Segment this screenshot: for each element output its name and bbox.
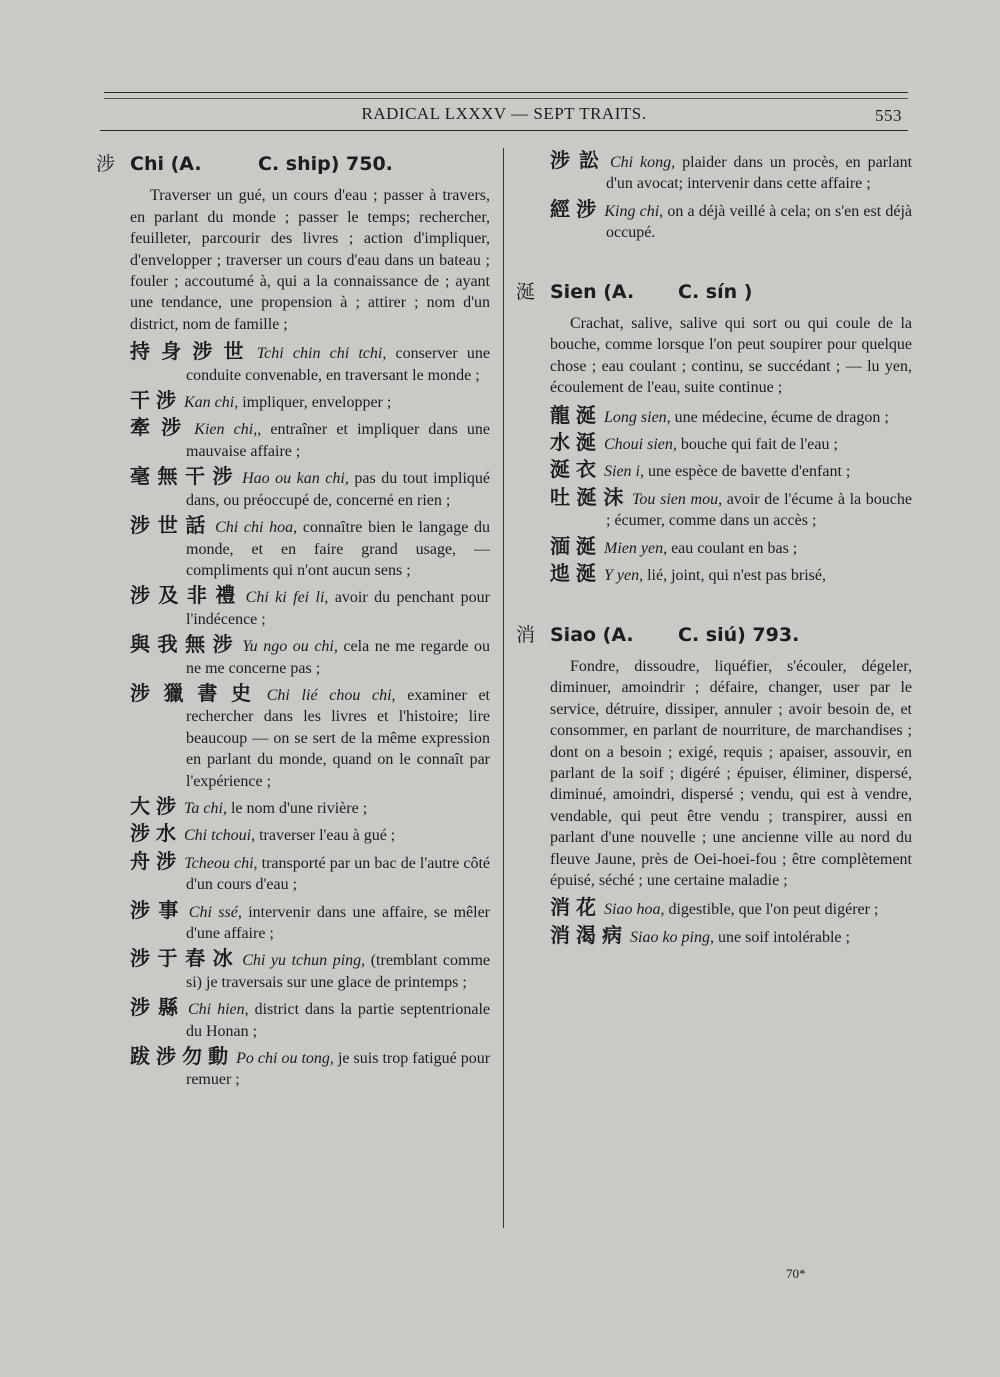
compound-romanization: Ta chi, bbox=[184, 799, 227, 817]
compound-entry bbox=[130, 1046, 490, 1091]
compound-gloss: plaider dans un procès, en parlant d'un avocat; intervenir dans cette affaire ; bbox=[606, 154, 913, 193]
compound-entry bbox=[130, 634, 490, 679]
compound-entry bbox=[550, 533, 912, 559]
compound-gloss: pas du tout impliqué dans, ou préoccupé de, concerné en rien ; bbox=[186, 470, 491, 509]
compound-romanization: Chi ssé, bbox=[188, 903, 242, 921]
compound-characters: 經涉 bbox=[550, 196, 603, 221]
compound-characters: 吐涎沫 bbox=[550, 484, 630, 509]
compound-list-continued bbox=[550, 150, 912, 244]
entry-definition: Traverser un gué, un cours d'eau ; passer à travers, en parlant du monde ; passer le temps; rechercher, feuilleter, parcourir des livres ; action d'impliquer, d'envelopper ; traverser un cours d'eau dans un bateau ; fouler ; accoutumé à, qui a la connaissance de ; ayant une tendance, une propension à ; attirer ; nom d'un district, nom de famille ; bbox=[130, 187, 490, 333]
compound-entry bbox=[130, 390, 490, 413]
compound-gloss: district dans la partie septentrionale du Honan ; bbox=[186, 1001, 491, 1040]
compound-characters: 涉事 bbox=[130, 897, 187, 922]
compound-gloss: examiner et rechercher dans les livres et l'histoire; lire beaucoup — on se sert de la même expression en parlant du monde, quand on le connaît par l'expérience ; bbox=[186, 686, 491, 790]
compound-romanization: Chi yu tchun ping, bbox=[242, 952, 366, 970]
compound-gloss: bouche qui fait de l'eau ; bbox=[676, 436, 838, 454]
compound-gloss: entraîner et impliquer dans une mauvaise affaire ; bbox=[186, 421, 490, 460]
compound-characters: 干涉 bbox=[130, 388, 182, 413]
compound-entry bbox=[550, 563, 912, 586]
left-column bbox=[96, 148, 491, 1095]
entry-heading-siao bbox=[516, 625, 912, 646]
compound-gloss: transporté par un bac de l'autre côté d'un cours d'eau ; bbox=[186, 854, 490, 894]
compound-entry bbox=[130, 997, 490, 1042]
compound-romanization: Choui sien, bbox=[604, 436, 677, 454]
head-romanization: Siao (A. bbox=[550, 623, 634, 646]
header-rule-bottom bbox=[100, 130, 908, 131]
compound-characters: 與我無涉 bbox=[130, 632, 241, 657]
compound-list bbox=[550, 897, 912, 948]
head-romanization: Sien (A. bbox=[550, 280, 635, 303]
compound-characters: 舟涉 bbox=[130, 848, 183, 873]
column-divider bbox=[503, 148, 504, 1228]
compound-gloss: conserver une conduite convenable, en traversant le monde ; bbox=[186, 345, 490, 384]
compound-romanization: Siao hoa, bbox=[604, 901, 665, 919]
head-character: 涉 bbox=[96, 153, 116, 175]
compound-gloss: eau coulant en bas ; bbox=[667, 539, 798, 557]
compound-characters: 跋涉勿動 bbox=[130, 1044, 235, 1069]
entry-definition: Crachat, salive, salive qui sort ou qui coule de la bouche, comme lorsque l'on peut soupirer pour quelque chose ; eau coulant ; continu, se succédant ; — lu yen, écoulement de l'eau, suite continue ; bbox=[550, 315, 912, 397]
compound-characters: 持身涉世 bbox=[130, 339, 255, 364]
compound-entry bbox=[130, 515, 490, 581]
compound-entry bbox=[550, 922, 912, 948]
compound-romanization: Tcheou chi, bbox=[184, 854, 258, 872]
compound-entry bbox=[130, 848, 490, 896]
compound-romanization: Chi kong, bbox=[609, 154, 676, 171]
compound-entry bbox=[130, 341, 490, 386]
compound-entry bbox=[130, 417, 490, 462]
compound-gloss: intervenir dans une affaire, se mêler d'une affaire ; bbox=[186, 903, 490, 942]
compound-list bbox=[130, 341, 490, 1091]
head-character: 涎 bbox=[516, 280, 536, 303]
compound-list bbox=[550, 402, 912, 587]
compound-romanization: Chi ki fei li, bbox=[245, 589, 329, 607]
compound-characters: 湎涎 bbox=[550, 533, 602, 558]
compound-entry bbox=[130, 680, 491, 792]
compound-gloss: une soif intolérable ; bbox=[714, 928, 850, 946]
compound-characters: 涉獵書史 bbox=[130, 680, 265, 705]
head-cantonese: C. sín ) bbox=[678, 280, 753, 303]
running-title: RADICAL LXXXV — SEPT TRAITS. bbox=[361, 104, 647, 123]
compound-entry bbox=[550, 402, 912, 428]
entry-heading-sien bbox=[516, 282, 912, 303]
compound-entry bbox=[550, 432, 912, 455]
page-number: 553 bbox=[875, 106, 902, 125]
compound-romanization: Po chi ou tong, bbox=[236, 1050, 334, 1068]
compound-gloss: digestible, que l'on peut digérer ; bbox=[664, 901, 879, 919]
compound-characters: 毫無干涉 bbox=[130, 464, 241, 489]
compound-gloss: lié, joint, qui n'est pas brisé, bbox=[643, 567, 826, 585]
compound-romanization: Tou sien mou, bbox=[632, 490, 723, 508]
entry-heading-chi bbox=[96, 154, 490, 175]
compound-gloss: traverser l'eau à gué ; bbox=[255, 827, 396, 845]
head-cantonese: C. ship) 750. bbox=[258, 153, 393, 175]
compound-entry bbox=[130, 948, 490, 993]
compound-characters: 大涉 bbox=[130, 793, 182, 818]
compound-gloss: le nom d'une rivière ; bbox=[226, 799, 368, 817]
compound-romanization: Kien chi,, bbox=[194, 421, 262, 439]
compound-entry bbox=[550, 459, 912, 482]
compound-romanization: Chi chi hoa, bbox=[215, 519, 298, 537]
compound-romanization: Yu ngo ou chi, bbox=[242, 638, 338, 656]
compound-gloss: avoir du penchant pour l'indécence ; bbox=[186, 589, 491, 628]
compound-gloss: (tremblant comme si) je traversais sur une glace de printemps ; bbox=[186, 952, 491, 991]
compound-romanization: Long sien, bbox=[604, 408, 671, 426]
compound-romanization: Kan chi, bbox=[184, 394, 239, 412]
compound-gloss: une espèce de bavette d'enfant ; bbox=[644, 463, 851, 481]
compound-characters: 迆涎 bbox=[550, 561, 602, 586]
compound-entry bbox=[550, 150, 912, 195]
header-rule-top bbox=[104, 92, 908, 93]
compound-characters: 涉水 bbox=[130, 821, 182, 846]
right-column bbox=[516, 148, 913, 952]
compound-gloss: connaître bien le langage du monde, et en faire grand usage, — compliments qui n'ont aucun sens ; bbox=[186, 519, 490, 579]
compound-characters: 涉世話 bbox=[130, 513, 214, 538]
compound-entry bbox=[130, 823, 490, 846]
compound-entry bbox=[550, 484, 912, 532]
compound-characters: 消渴病 bbox=[550, 922, 628, 947]
compound-romanization: Tchi chin chi tchi, bbox=[256, 345, 387, 363]
compound-entry bbox=[130, 793, 490, 819]
compound-characters: 龍涎 bbox=[550, 402, 602, 427]
compound-gloss: une médecine, écume de dragon ; bbox=[670, 408, 889, 426]
compound-romanization: Hao ou kan chi, bbox=[242, 470, 349, 488]
compound-gloss: avoir de l'écume à la bouche ; écumer, comme dans un accès ; bbox=[606, 490, 912, 530]
compound-gloss: impliquer, envelopper ; bbox=[238, 394, 392, 412]
compound-characters: 涉縣 bbox=[130, 995, 186, 1020]
compound-romanization: Y yen, bbox=[604, 567, 644, 585]
entry-definition: Fondre, dissoudre, liquéfier, s'écouler, dégeler, diminuer, amoindrir ; défaire, changer, user par le service, détruire, dissiper, annuler ; avoir besoin de, et consommer, en parlant de nourriture, de marchandises ; dont on a besoin ; exigé, requis ; apaiser, assouvir, en parlant de la soif ; digéré ; épuiser, éliminer, dispersé, diminué, amoindri, dispersé ; vendu, qui est à vendre, vendable, qui peut être vendu ; transpirer, aussi en parlant d'une nouvelle ; une ancienne ville au nord du fleuve Jaune, près de Oei-hoei-fou ; être complètement épuisé, séché ; une certaine maladie ; bbox=[550, 657, 912, 889]
compound-entry bbox=[130, 585, 490, 630]
running-head bbox=[100, 104, 908, 124]
header-rule-top-2 bbox=[104, 98, 908, 99]
compound-characters: 涉于春冰 bbox=[130, 946, 241, 971]
compound-characters: 涎衣 bbox=[550, 457, 602, 482]
compound-characters: 牽涉 bbox=[130, 415, 193, 440]
compound-characters: 涉及非禮 bbox=[130, 583, 244, 608]
head-romanization: Chi (A. bbox=[130, 153, 202, 175]
compound-characters: 水涎 bbox=[550, 430, 602, 455]
compound-romanization: Mien yen, bbox=[604, 539, 668, 557]
compound-gloss: cela ne me regarde ou ne me concerne pas ; bbox=[186, 638, 490, 677]
compound-gloss: on a déjà veillé à cela; on s'en est déjà occupé. bbox=[606, 202, 912, 242]
compound-characters: 涉訟 bbox=[550, 148, 608, 172]
head-character: 消 bbox=[516, 623, 536, 646]
compound-entry bbox=[550, 196, 912, 244]
compound-romanization: Chi hien, bbox=[187, 1001, 249, 1019]
compound-romanization: Chi lié chou chi, bbox=[266, 686, 396, 704]
compound-romanization: Chi tchoui, bbox=[184, 827, 256, 845]
compound-entry bbox=[550, 897, 912, 920]
compound-entry bbox=[130, 466, 490, 511]
head-cantonese: C. siú) 793. bbox=[678, 623, 800, 646]
signature-mark: 70* bbox=[786, 1266, 806, 1281]
compound-romanization: Siao ko ping, bbox=[630, 928, 714, 946]
compound-romanization: King chi, bbox=[604, 202, 664, 220]
compound-characters: 消花 bbox=[550, 895, 602, 920]
compound-gloss: je suis trop fatigué pour remuer ; bbox=[186, 1050, 491, 1089]
compound-entry bbox=[130, 897, 490, 945]
compound-romanization: Sien i, bbox=[604, 463, 644, 481]
